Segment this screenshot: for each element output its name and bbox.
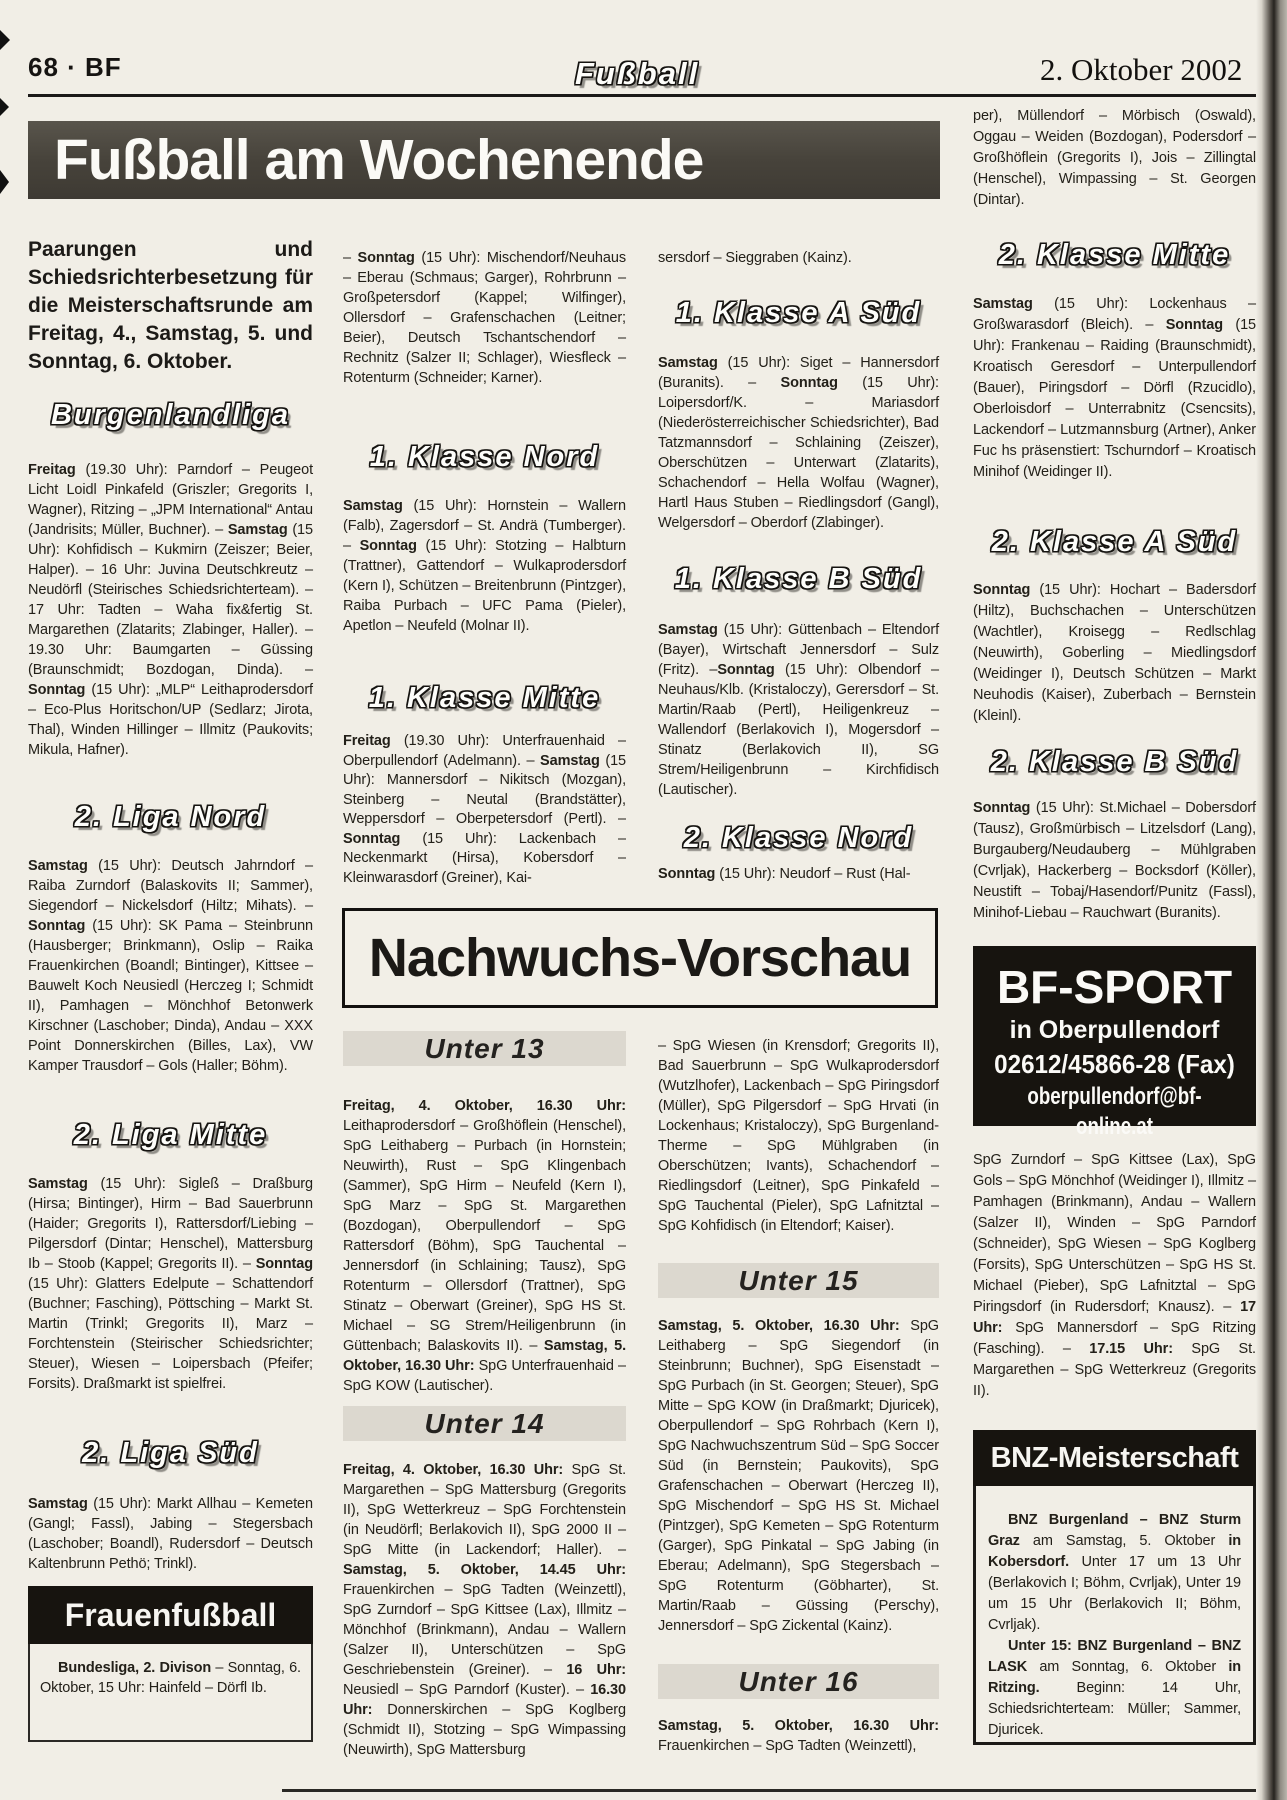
bf-sport-ad-email: oberpullendorf@bf-online.at	[1027, 1083, 1202, 1140]
fixtures-continuation-col3: sersdorf – Sieggraben (Kainz).	[658, 250, 852, 266]
issue-date: 2. Oktober 2002	[1040, 52, 1243, 87]
bnz-paragraph-1: BNZ Burgenland – BNZ Sturm Graz am Samstag, 5. Oktober in Kobersdorf. Unter 17 um 13 Uhr (Berlakovich I; Böhm, Cvrljak), Unter 19 um 15 Uhr (Berlakovich II; Böhm, Cvrljak).	[988, 1512, 1241, 1633]
fixtures-1-klasse-mitte: Freitag (19.30 Uhr): Unterfrauenhaid – Oberpullendorf (Adelmann). – Samstag (15 Uhr): Mannersdorf – Nikitsch (Mozgan), Steinberg – Neutal (Brandstätter), Weppersdorf – Oberpetersdorf (Pertl). – Sonntag (15 Uhr): Lackenbach – Neckenmarkt (Hirsa), Kobersdorf – Kleinwarasdorf (Greiner), Kai-	[343, 733, 626, 886]
page-number: 68 · BF	[28, 52, 122, 82]
fixtures-2-klasse-a-sued: Sonntag (15 Uhr): Hochart – Badersdorf (Hiltz), Buchschachen – Unterschützen (Wachtler), Kroisegg – Redlschlag (Neuwirth), Goberling – Miedlingsdorf (Weidinger I), Deutsch Schützen – Markt Neuhodis (Kaiser), Zuberbach – Bernstein (Kleinl).	[973, 582, 1256, 724]
section-heading-burgenlandliga: Burgenlandliga	[50, 399, 291, 431]
section-heading-2-liga-nord: 2. Liga Nord	[74, 801, 267, 833]
registration-mark	[0, 170, 9, 194]
age-group-strip-unter15: Unter 15	[658, 1263, 939, 1298]
fixtures-1-klasse-b-sued: Samstag (15 Uhr): Güttenbach – Eltendorf (Bayer), Wirtschaft Jennersdorf – Sulz (Fritz). –Sonntag (15 Uhr): Olbendorf – Neuhaus/Klb. (Kristaloczy), Gerersdorf – St. Martin/Raab (Pertl), Heiligenkreuz – Wallendorf (Berlakovich I), Mogersdorf – Stinatz (Berlakovich II), SG Strem/Heiligenbrunn – Kirchfidisch (Lautischer).	[658, 622, 939, 798]
age-group-strip-unter14: Unter 14	[343, 1406, 626, 1441]
section-heading-2-klasse-mitte: 2. Klasse Mitte	[998, 239, 1231, 271]
frauenfussball-box-title: Frauenfußball	[28, 1586, 313, 1644]
header-rule	[28, 94, 1256, 97]
section-heading-1-klasse-a-sued: 1. Klasse A Süd	[675, 297, 922, 329]
fixtures-unter13: Freitag, 4. Oktober, 16.30 Uhr: Leithaprodersdorf – Großhöflein (Henschel), SpG Leithaberg – Purbach (in Hornstein; Neuwirth), Rust – SpG Klingenbach (Sammer), SpG Hirm – Neufeld (Kern I), SpG Marz – SpG St. Margarethen (Bozdogan), Oberpullendorf – SpG Rattersdorf (Böhm), SpG Tauchental – Jennersdorf (in Schlaining; Tausz), SpG Rotenturm – Ollersdorf (Trattner), SpG Stinatz – Oberwart (Greiner), SpG HS St. Michael – SG Strem/Heiligenbrunn (in Güttenbach; Balaskovits II). – Samstag, 5. Oktober, 16.30 Uhr: SpG Unterfrauenhaid – SpG KOW (Lautischer).	[343, 1098, 626, 1394]
registration-mark	[0, 30, 10, 50]
fixtures-2-liga-nord: Samstag (15 Uhr): Deutsch Jahrndorf – Raiba Zurndorf (Balaskovits II; Sammer), Siegendorf – Nickelsdorf (Hiltz; Mihats). – Sonntag (15 Uhr): SK Pama – Steinbrunn (Hausberger; Brinkmann), Oslip – Raika Frauenkirchen (Boandl; Bintinger), Kittsee – Bauwelt Koch Neusiedl (Herczeg I; Schmidt II), Pamhagen – Mönchhof Betonwerk Kirschner (Laschober; Dinda), Andau – XXX Point Donnerskirchen (Billes, Lax), VW Kamper Trausdorf – Gols (Haller; Böhm).	[28, 858, 313, 1074]
bnz-paragraph-2: Unter 15: BNZ Burgenland – BNZ LASK am Sonntag, 6. Oktober in Ritzing. Beginn: 14 Uhr, Schiedsrichterteam: Müller; Sammer, Djuricek.	[988, 1638, 1241, 1738]
frauenfussball-box	[28, 1586, 313, 1742]
intro-paragraph: Paarungen und Schiedsrichterbesetzung für die Meisterschaftsrunde am Freitag, 4., Samstag, 5. und Sonntag, 6. Oktober.	[28, 238, 313, 373]
frauenfussball-box-body	[28, 1644, 313, 1742]
registration-mark	[0, 98, 9, 116]
bf-sport-ad-title: BF-SPORT	[996, 961, 1233, 1013]
fixtures-1-klasse-a-sued: Samstag (15 Uhr): Siget – Hannersdorf (Buranits). – Sonntag (15 Uhr): Loipersdorf/K. – Mariasdorf (Niederösterreichischer Schiedsrichter), Bad Tatzmannsdorf – Schlaining (Zeiszer), Oberschützen – Unterwart (Zlatarits), Schachendorf – Hella Wolfau (Wagner), Hartl Haus Stuben – Riedlingsdorf (Gangl), Welgersdorf – Oberdorf (Zlabinger).	[658, 355, 939, 531]
fixtures-2-liga-mitte: Samstag (15 Uhr): Sigleß – Draßburg (Hirsa; Bintinger), Hirm – Bad Sauerbrunn (Haider; Gregorits I), Rattersdorf/Liebing – Pilgersdorf (Dintar; Henschel), Mattersburg Ib – Stoob (Kappel; Gregorits II). – Sonntag (15 Uhr): Glatters Edelpute – Schattendorf (Buchner; Fasching), Pöttsching – Markt St. Martin (Trinkl; Gregorits II), Marz – Forchtenstein (Steirischer Schiedsrichter; Steuer), Wiesen – Loipersbach (Pfeifer; Forsits). Draßmarkt ist spielfrei.	[28, 1176, 313, 1392]
section-heading-2-klasse-b-sued: 2. Klasse B Süd	[990, 746, 1239, 778]
bnz-box-body	[973, 1486, 1256, 1745]
fixtures-unter15: Samstag, 5. Oktober, 16.30 Uhr: SpG Leithaberg – SpG Siegendorf (in Steinbrunn; Buchner), SpG Eisenstadt – SpG Purbach (in St. Georgen; Steuer), SpG Mitte – SpG KOW (in Draßmarkt; Djuricek), Oberpullendorf – SpG Rohrbach (Kern I), SpG Nachwuchszentrum Süd – SpG Soccer Süd (in Bernstein; Paukovits), SpG Grafenschachen – Oberwart (Herczeg II), SpG Mischendorf – SpG HS St. Michael (Pintzger), SpG Kemeten – SpG Rotenturm (Garger), SpG Pinkatal – SpG Jabing (in Eberau; Adelmann), SpG Stegersbach – SpG Rotenturm (Göbharter), St. Martin/Raab – Güssing (Perschy), Jennersdorf – SpG Zickental (Kainz).	[658, 1318, 939, 1634]
fixtures-continuation-col2: – Sonntag (15 Uhr): Mischendorf/Neuhaus – Eberau (Schmaus; Garger), Rohrbrunn – Großpetersdorf (Kappel; Wilfinger), Ollersdorf – Grafenschachen (Leitner; Beier), Deutsch Tschantschendorf – Rechnitz (Salzer II; Schlager), Wiesfleck – Rotenturm (Schneider; Karner).	[343, 250, 626, 386]
section-heading-2-liga-mitte: 2. Liga Mitte	[73, 1119, 268, 1151]
fixtures-2-klasse-mitte: Samstag (15 Uhr): Lockenhaus – Großwarasdorf (Bleich). – Sonntag (15 Uhr): Frankenau – Raiding (Braunschmidt), Kroatisch Geresdorf – Unterpullendorf (Bauer), Piringsdorf – Dörfl (Rzucidlo), Oberloisdorf – Unterrabnitz (Csencsits), Lackendorf – Lutzmannsburg (Artner), Anker Fuc hs präsenstiert: Tschurndorf – Kroatisch Minihof (Weidinger II).	[973, 296, 1256, 480]
age-group-strip-unter13: Unter 13	[343, 1031, 626, 1066]
section-heading-1-klasse-nord: 1. Klasse Nord	[369, 441, 600, 473]
bnz-box-title: BNZ-Meisterschaft	[973, 1430, 1256, 1486]
fixtures-2-klasse-nord: Sonntag (15 Uhr): Neudorf – Rust (Hal-	[658, 866, 911, 882]
fixtures-unter16: Samstag, 5. Oktober, 16.30 Uhr: Frauenkirchen – SpG Tadten (Weinzettl),	[658, 1718, 939, 1754]
section-heading-2-klasse-nord: 2. Klasse Nord	[683, 822, 914, 854]
fixtures-unter16-continuation: SpG Zurndorf – SpG Kittsee (Lax), SpG Gols – SpG Mönchhof (Weidinger I), Illmitz – Pamhagen (Brinkmann), Andau – Wallern (Salzer II), Winden – SpG Parndorf (Schneider), SpG Wiesen – SpG Koglberg (Forsits), SpG Unterschützen – SpG HS St. Michael (Pieber), SpG Lafnitztal – SpG Piringsdorf (in Rudersdorf; Knausz). – 17 Uhr: SpG Mannersdorf – SpG Ritzing (Fasching). – 17.15 Uhr: SpG St. Margarethen – SpG Wetterkreuz (Gregorits II).	[973, 1152, 1256, 1399]
fixtures-unter14-continuation: – SpG Wiesen (in Krensdorf; Gregorits II), Bad Sauerbrunn – SpG Wulkaprodersdorf (Wutzlhofer), Lackenbach – SpG Piringsdorf (Müller), SpG Pilgersdorf – SpG Hrvati (in Lockenhaus; Kristaloczy), SpG Burgenland-Therme – SpG Mühlgraben (in Oberschützen; Ivants), Schachendorf – Riedlingsdorf (Leitner), SpG Pinkafeld – SpG Tauchental (Pieler), SpG Lafnitztal – SpG Kohfidisch (in Eltendorf; Kaiser).	[658, 1038, 939, 1234]
fixtures-2-liga-sued: Samstag (15 Uhr): Markt Allhau – Kemeten (Gangl; Fassl), Jabing – Stegersbach (Laschober; Boandl), Rudersdorf – Deutsch Kaltenbrunn Pethö; Trinkl).	[28, 1496, 313, 1572]
fixtures-1-klasse-nord: Samstag (15 Uhr): Hornstein – Wallern (Falb), Zagersdorf – St. Andrä (Tumberger). – Sonntag (15 Uhr): Stotzing – Halbturn (Trattner), Gattendorf – Wulkaprodersdorf (Kern I), Schützen – Breitenbrunn (Pintzger), Raiba Purbach – UFC Pama (Pieler), Apetlon – Neufeld (Molnar II).	[343, 498, 626, 634]
nachwuchs-banner	[342, 908, 938, 1008]
section-heading-1-klasse-b-sued: 1. Klasse B Süd	[674, 563, 923, 595]
bnz-meisterschaft-box	[973, 1430, 1256, 1745]
age-group-strip-unter16: Unter 16	[658, 1664, 939, 1699]
bf-sport-ad	[973, 946, 1256, 1140]
fixtures-continuation-col4: per), Müllendorf – Mörbisch (Oswald), Oggau – Weiden (Bozdogan), Podersdorf – Großhöflein (Gregorits I), Jois – Zillingtal (Henschel), Wimpassing – St. Georgen (Dintar).	[973, 108, 1256, 208]
scan-edge-shadow	[1256, 0, 1287, 1800]
section-heading-1-klasse-mitte: 1. Klasse Mitte	[368, 682, 601, 714]
bottom-scan-line	[282, 1789, 1256, 1792]
fixtures-unter14: Freitag, 4. Oktober, 16.30 Uhr: SpG St. Margarethen – SpG Mattersburg (Gregorits II), SpG Wetterkreuz – SpG Forchtenstein (in Neudörfl; Berlakovich II), SpG 2000 II – SpG Mitte (in Lackendorf; Haller). – Samstag, 5. Oktober, 14.45 Uhr: Frauenkirchen – SpG Tadten (Weinzettl), SpG Zurndorf – SpG Kittsee (Lax), Illmitz – Mönchhof (Brinkmann), Andau – Wallern (Salzer II), Unterschützen – SpG Geschriebenstein (Greiner). – 16 Uhr: Neusiedl – SpG Parndorf (Kuster). – 16.30 Uhr: Donnerskirchen – SpG Koglberg (Schmidt II), Stotzing – SpG Wimpassing (Neuwirth), SpG Mattersburg	[343, 1462, 626, 1758]
frauenfussball-text: Bundesliga, 2. Divison – Sonntag, 6. Oktober, 15 Uhr: Hainfeld – Dörfl Ib.	[40, 1660, 301, 1696]
bf-sport-ad-location: in Oberpullendorf	[1009, 1016, 1220, 1044]
section-heading-2-klasse-a-sued: 2. Klasse A Süd	[991, 526, 1238, 558]
nachwuchs-banner-title: Nachwuchs-Vorschau	[368, 928, 912, 988]
fixtures-2-klasse-b-sued: Sonntag (15 Uhr): St.Michael – Dobersdorf (Tausz), Großmürbisch – Litzelsdorf (Lang), Burgauberg/Neudauberg – Mühlgraben (Cvrljak), Hackerberg – Bocksdorf (Köller), Neustift – Tobaj/Hasendorf/Punitz (Fassl), Minihof-Liebau – Rauchwart (Buranits).	[973, 800, 1256, 921]
main-headline-banner: Fußball am Wochenende	[28, 121, 940, 199]
fixtures-burgenlandliga: Freitag (19.30 Uhr): Parndorf – Peugeot Licht Loidl Pinkafeld (Griszler; Gregorits I, Wagner), Ritzing – „JPM International“ Antau (Jandrisits; Müller, Buchner). – Samstag (15 Uhr): Kohfidisch – Kukmirn (Zeiszer; Beier, Halper). – 16 Uhr: Juvina Deutschkreutz – Neudörfl (Steirisches Schiedsrichterteam). – 17 Uhr: Tadten – Waha fix&fertig St. Margarethen (Zlatarits; Zlabinger, Haller). – 19.30 Uhr: Baumgarten – Güssing (Braunschmidt; Bozdogan, Dinda). – Sonntag (15 Uhr): „MLP“ Leithaprodersdorf – Eco-Plus Horitschon/UP (Sedlarz; Jirota, Thal), Winden Hillinger – Illmitz (Paukovits; Mikula, Hafner).	[28, 462, 313, 758]
section-heading-2-liga-sued: 2. Liga Süd	[82, 1437, 259, 1469]
masthead-title: Fußball	[575, 56, 700, 91]
bf-sport-ad-fax: 02612/45866-28 (Fax)	[994, 1049, 1235, 1079]
